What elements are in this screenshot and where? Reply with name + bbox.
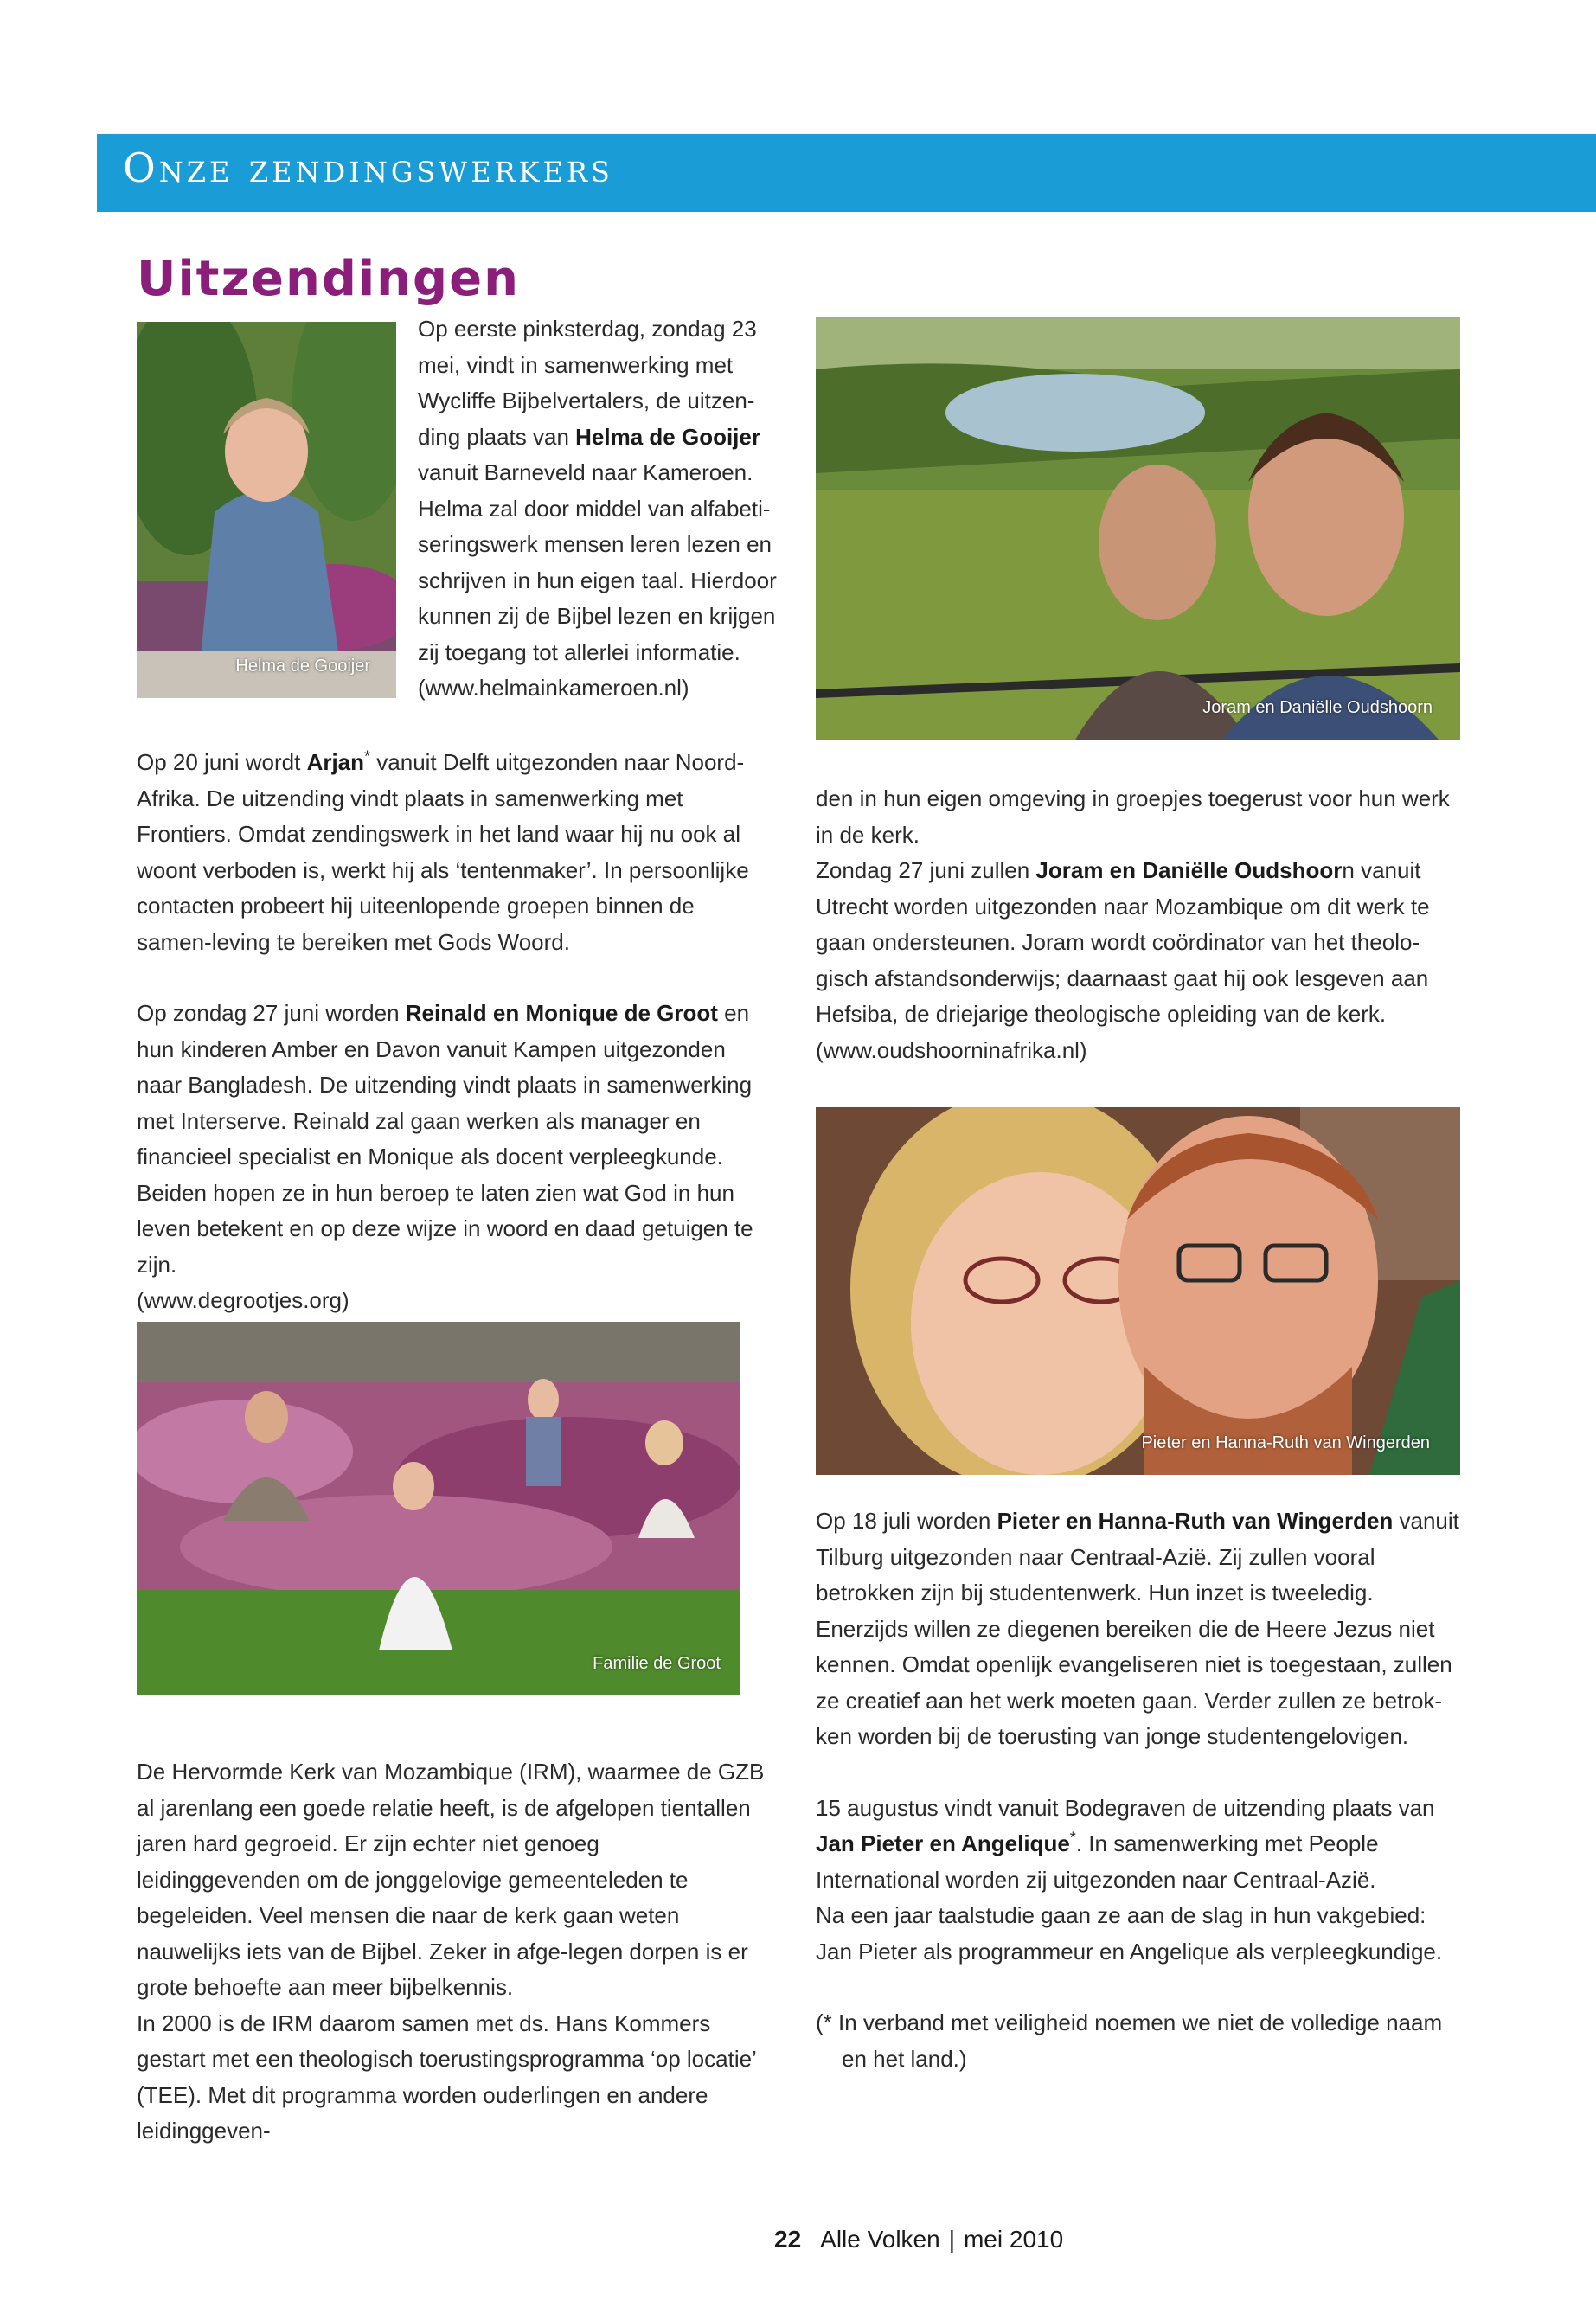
photo-helma-caption: Helma de Gooijer [235,657,370,676]
intro-line: seringswerk mensen leren lezen en [418,531,772,557]
section-banner [97,134,1596,212]
intro-line: vanuit Barneveld naar Kameroen. [418,459,753,485]
url-degroot: (www.degrootjes.org) [137,1287,349,1313]
photo-wingerden-image [816,1107,1460,1475]
intro-line: mei, vindt in samenwerking met [418,351,734,378]
page-title: Uitzendingen [137,251,520,307]
intro-line: Wycliffe Bijbelvertalers, de uitzen- [418,388,755,413]
name-wingerden: Pieter en Hanna-Ruth van Wingerden [997,1508,1394,1534]
paragraph-arjan: Op 20 juni wordt Arjan* vanuit Delft uitgezonden naar Noord-Afrika. De uitzending vindt plaats in samenwerking met Frontiers. Omdat zendingswerk in het land waar hij nu ook al woont verboden is, werkt hij als ‘tentenmaker’. In persoonlijke contacten probeert hij uiteenlopende groepen binnen de samen-leving te bereiken met Gods Woord. [137,747,749,955]
arjan-text [137,745,768,1319]
page-number: 22 [774,2226,802,2253]
photo-wingerden-caption: Pieter en Hanna-Ruth van Wingerden [1141,1433,1430,1452]
intro-line: Helma zal door middel van alfabeti- [418,495,771,522]
paragraph-continuation: den in hun eigen omgeving in groepjes toegerust voor hun werk in de kerk. [816,785,1450,848]
footnote-line-2: en het land.) [842,2045,967,2072]
photo-degroot-caption: Familie de Groot [593,1654,721,1673]
intro-line: ding plaats van Helma de Gooijer [418,423,760,450]
paragraph-irm: De Hervormde Kerk van Mozambique (IRM), waarmee de GZB al jarenlang een goede relatie heeft, is de afgelopen tientallen jaren hard gegroeid. Er zijn echter niet genoeg leidinggevenden om de jonggelovige gemeenteleden te begeleiden. Veel mensen die naar de kerk gaan weten nauwelijks iets van de Bijbel. Zeker in afge-legen dorpen is er grote behoefte aan meer bijbelkennis. [137,1759,765,2000]
paragraph-degroot: Op zondag 27 juni worden Reinald en Monique de Groot en hun kinderen Amber en Davon vanuit Kampen uitgezonden naar Bangladesh. De uitzending vindt plaats in samenwerking met Interserve. Reinald zal gaan werken als manager en financieel specialist en Monique als docent verpleegkunde. Beiden hopen ze in hun beroep te laten zien wat God in hun leven betekent en op deze wijze in woord en daad getuigen te zijn. [137,1000,753,1278]
irm-text [137,1754,768,2150]
intro-line: schrijven in hun eigen taal. Hierdoor [418,567,777,593]
name-helma: Helma de Gooijer [575,423,760,450]
intro-line: kunnen zij de Bijbel lezen en krijgen [418,603,776,629]
oudshoorn-text [816,781,1460,1068]
name-angelique: Jan Pieter en Angelique [816,1830,1070,1856]
photo-oudshoorn [816,317,1460,740]
intro-line: Op eerste pinksterdag, zondag 23 [418,316,757,342]
intro-line: (www.helmainkameroen.nl) [418,675,689,701]
issue-date: mei 2010 [963,2226,1064,2253]
magazine-name: Alle Volken [820,2226,940,2253]
intro-line: zij toegang tot allerlei informatie. [418,638,740,665]
footer-separator: | [948,2226,955,2253]
paragraph-oudshoorn: Zondag 27 juni zullen Joram en Daniëlle Oudshoorn vanuit Utrecht worden uitgezonden naar Mozambique om dit werk te gaan ondersteunen. Joram wordt coördinator van het theolo-gisch afstandsonderwijs; daarnaast gaat hij ook lesgeven aan Hefsiba, de driejarige theologische opleiding van de kerk. [816,857,1430,1027]
paragraph-angelique: 15 augustus vindt vanuit Bodegraven de uitzending plaats van Jan Pieter en Angelique*. In samenwerking met People International worden zij uitgezonden naar Centraal-Azië. [816,1794,1435,1893]
name-arjan: Arjan [306,749,365,775]
photo-degroot [137,1322,740,1695]
photo-oudshoorn-caption: Joram en Daniëlle Oudshoorn [1202,698,1433,717]
name-degroot: Reinald en Monique de Groot [405,1000,718,1026]
photo-helma-image [137,322,396,698]
paragraph-wingerden: Op 18 juli worden Pieter en Hanna-Ruth van Wingerden vanuit Tilburg uitgezonden naar Centraal-Azië. Zij zullen vooral betrokken zijn bij studentenwerk. Hun inzet is tweeledig. Enerzijds willen ze diegenen bereiken die de Heere Jezus niet kennen. Omdat openlijk evangeliseren niet is toegestaan, zullen ze creatief aan het werk moeten gaan. Verder zullen ze betrok-ken worden bij de toerusting van jonge studentengelovigen. [816,1508,1459,1749]
photo-helma [137,322,396,698]
paragraph-irm-2: In 2000 is de IRM daarom samen met ds. Hans Kommers gestart met een theologisch toerustingsprogramma ‘op locatie’ (TEE). Met dit programma worden ouderlingen en andere leidinggeven- [137,2009,756,2144]
photo-wingerden [816,1107,1460,1475]
photo-oudshoorn-image [816,317,1460,740]
footnote-line-1: (* In verband met veiligheid noemen we niet de volledige naam [816,2009,1443,2035]
url-oudshoorn: (www.oudshoorninafrika.nl) [816,1036,1087,1063]
photo-degroot-image [137,1322,740,1695]
intro-text [418,311,781,707]
banner-title: Onze zendingswerkers [123,144,613,191]
paragraph-angelique-2: Na een jaar taalstudie gaan ze aan de slag in hun vakgebied: Jan Pieter als programmeur en Angelique als verpleegkundige. [816,1902,1443,1965]
page-footer [774,2226,1063,2253]
wingerden-text [816,1503,1460,2077]
name-oudshoorn: Joram en Daniëlle Oudshoor [1035,857,1343,883]
